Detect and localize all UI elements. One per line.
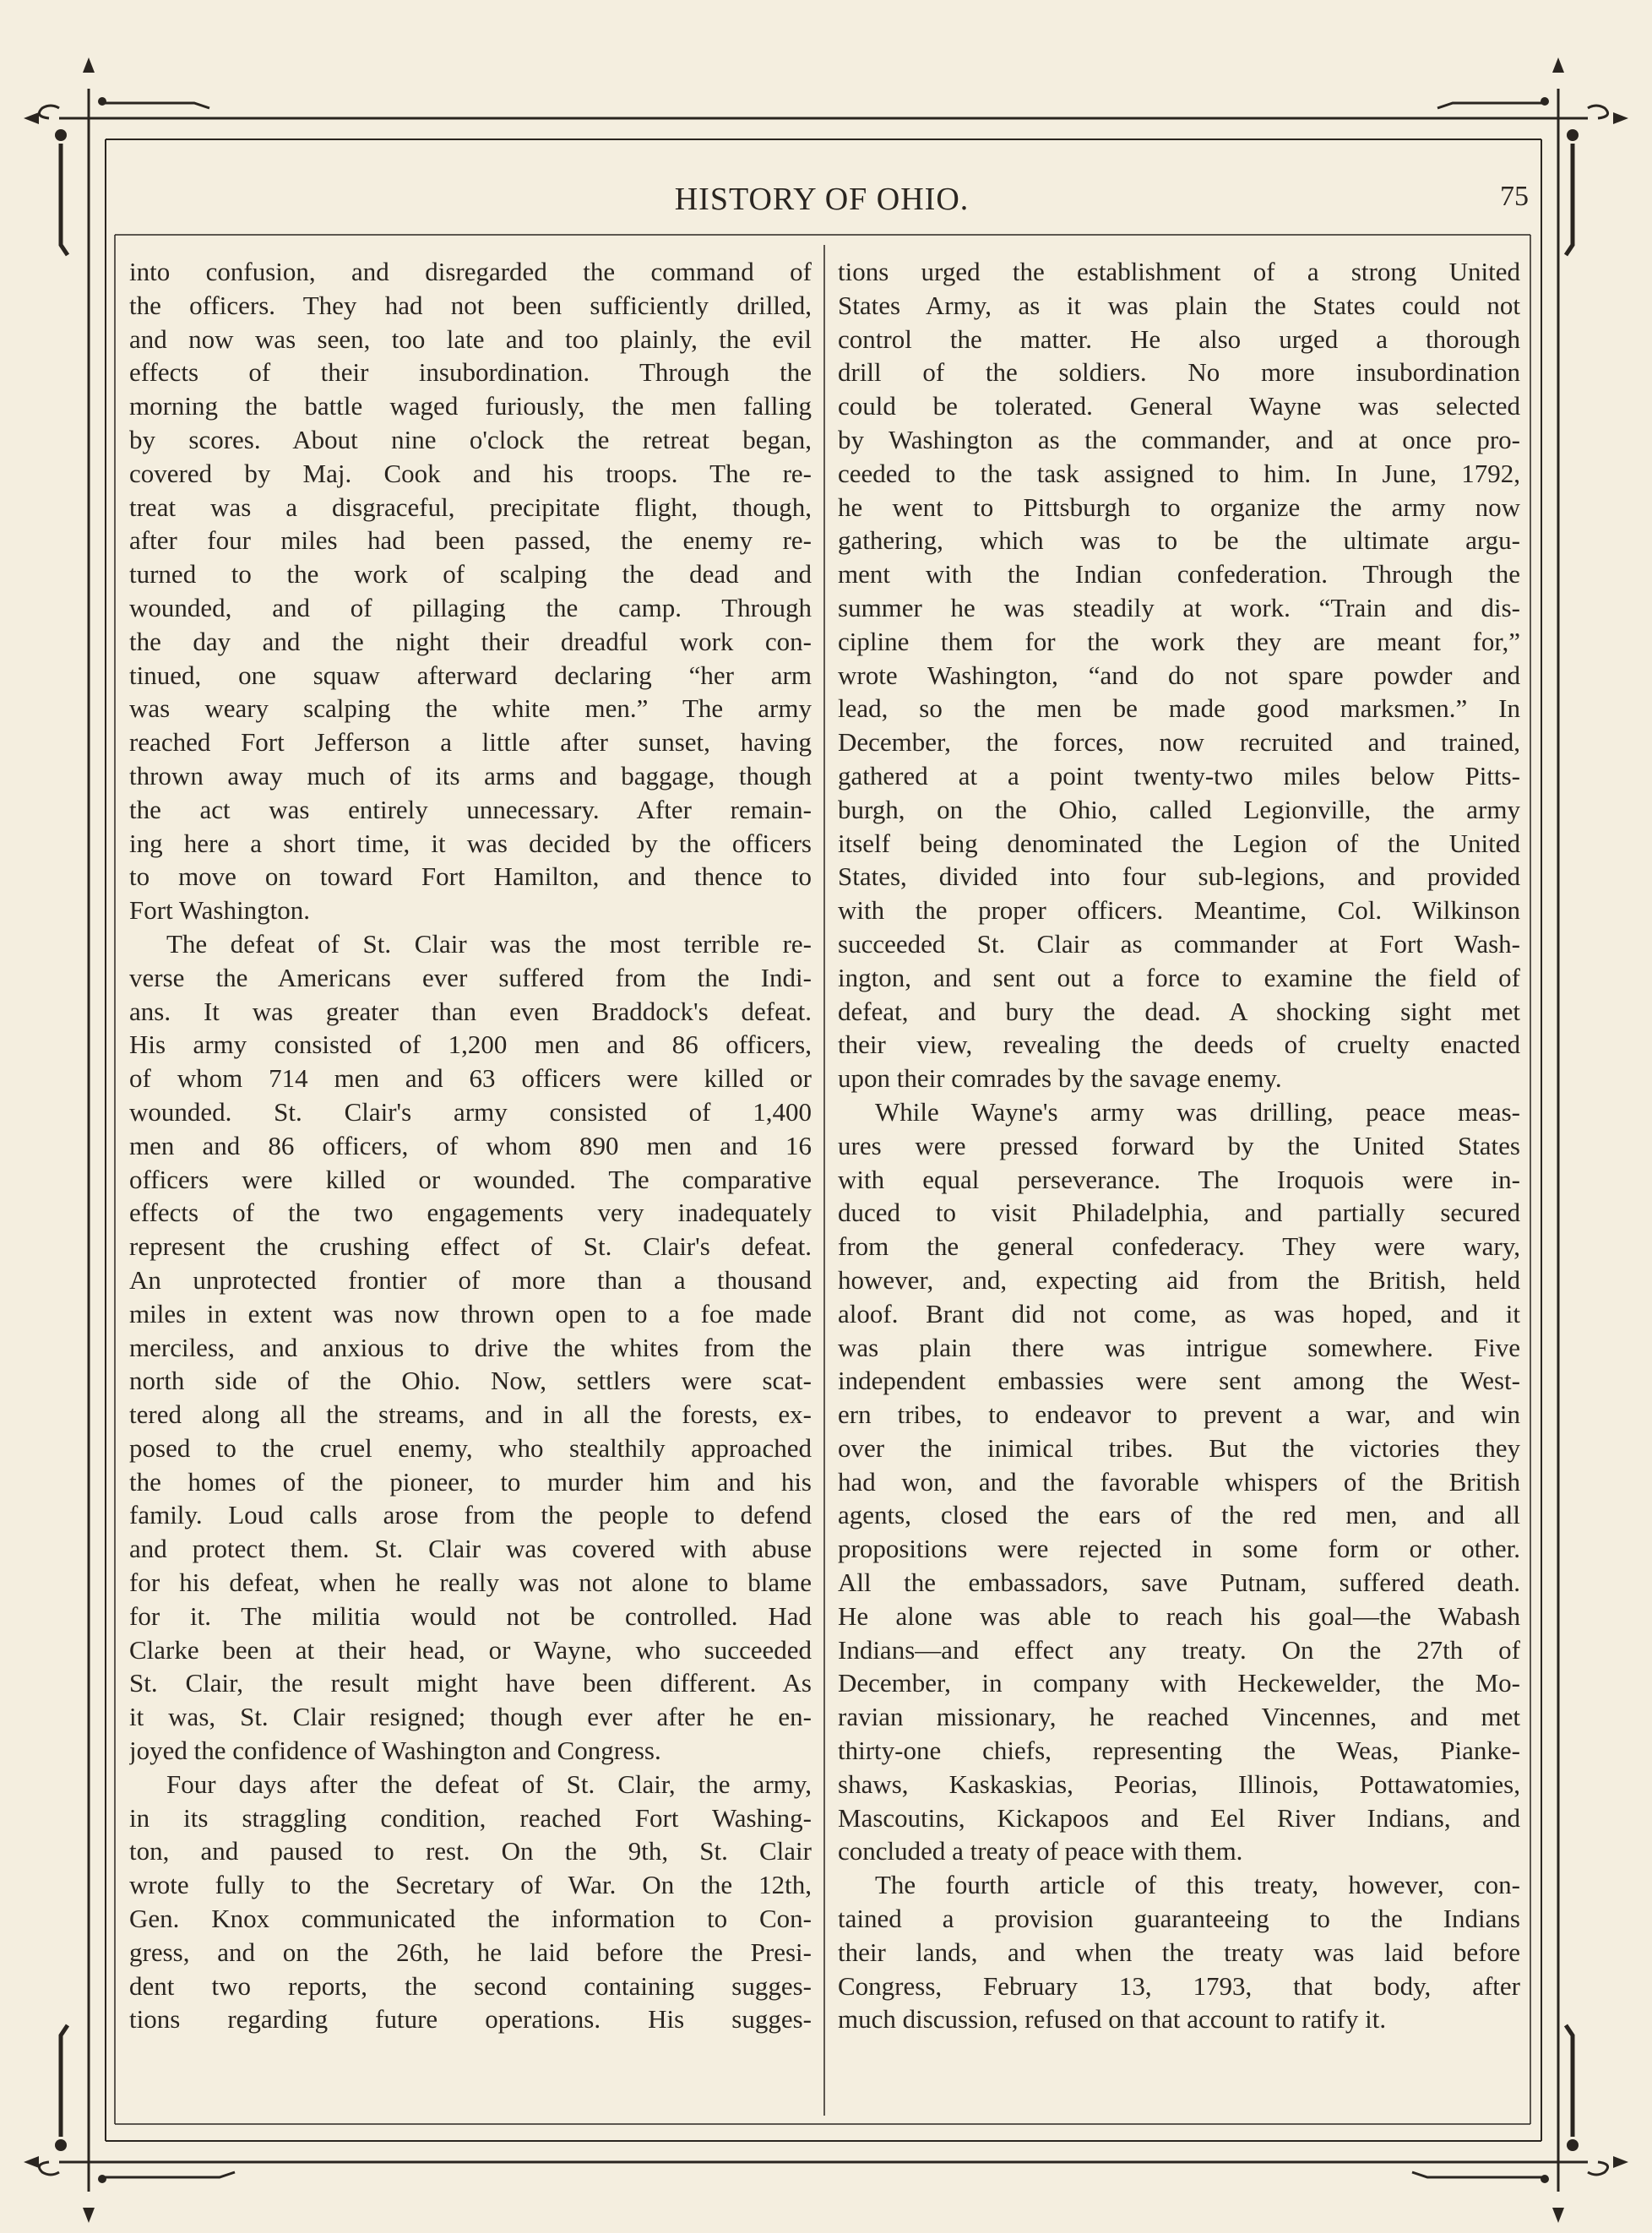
text-line: by scores. About nine o'clock the retreat began, — [129, 424, 812, 454]
text-line: morning the battle waged furiously, the men falling — [129, 391, 812, 421]
text-line: defeat, and bury the dead. A shocking sight met — [838, 996, 1520, 1026]
text-line: joyed the confidence of Washington and Congress. — [129, 1736, 661, 1766]
text-column-right — [838, 255, 1520, 2042]
text-line: had won, and the favorable whispers of the British — [838, 1466, 1520, 1497]
text-line: upon their comrades by the savage enemy. — [838, 1063, 1282, 1094]
text-line: wounded. St. Clair's army consisted of 1,400 — [129, 1096, 812, 1127]
text-line: for his defeat, when he really was not alone to blame — [129, 1567, 812, 1598]
text-line: of whom 714 men and 63 officers were killed or — [129, 1063, 812, 1094]
text-line: men and 86 officers, of whom 890 men and 16 — [129, 1130, 812, 1160]
text-line: merciless, and anxious to drive the whites from the — [129, 1332, 812, 1362]
text-line: itself being denominated the Legion of the United — [838, 828, 1520, 858]
text-line: He alone was able to reach his goal—the Wabash — [838, 1600, 1520, 1631]
text-column-left — [129, 255, 812, 2042]
text-line: Four days after the defeat of St. Clair, the army, — [166, 1768, 812, 1799]
text-line: the act was entirely unnecessary. After remain- — [129, 794, 812, 824]
text-line: treat was a disgraceful, precipitate flight, though, — [129, 492, 812, 522]
text-line: by Washington as the commander, and at once pro- — [838, 424, 1520, 454]
text-line: verse the Americans ever suffered from the Indi- — [129, 962, 812, 992]
text-line: propositions were rejected in some form or other. — [838, 1534, 1520, 1564]
text-line: ures were pressed forward by the United States — [838, 1130, 1520, 1160]
text-line: tered along all the streams, and in all the forests, ex- — [129, 1399, 812, 1430]
text-line: represent the crushing effect of St. Clair's defeat. — [129, 1231, 812, 1262]
text-line: wrote fully to the Secretary of War. On the 12th, — [129, 1870, 812, 1900]
text-line: turned to the work of scalping the dead and — [129, 559, 812, 589]
text-line: could be tolerated. General Wayne was selected — [838, 391, 1520, 421]
text-line: burgh, on the Ohio, called Legionville, the army — [838, 794, 1520, 824]
page-number: 75 — [1500, 181, 1529, 212]
running-title: HISTORY OF OHIO. — [674, 182, 970, 217]
text-line: miles in extent was now thrown open to a foe made — [129, 1298, 812, 1328]
text-line: succeeded St. Clair as commander at Fort Wash- — [838, 928, 1520, 959]
text-line: lead, so the men be made good marksmen.” In — [838, 693, 1520, 724]
text-line: thirty-one chiefs, representing the Weas, Pianke- — [838, 1736, 1520, 1766]
text-line: ravian missionary, he reached Vincennes, and met — [838, 1702, 1520, 1732]
text-line: December, in company with Heckewelder, the Mo- — [838, 1668, 1520, 1698]
text-line: tained a provision guaranteeing to the Indians — [838, 1904, 1520, 1934]
text-line: Gen. Knox communicated the information to Con- — [129, 1904, 812, 1934]
text-line: December, the forces, now recruited and trained, — [838, 727, 1520, 758]
text-line: summer he was steadily at work. “Train and dis- — [838, 592, 1520, 622]
text-line: tinued, one squaw afterward declaring “her arm — [129, 660, 812, 690]
text-line: ans. It was greater than even Braddock's defeat. — [129, 996, 812, 1026]
text-line: north side of the Ohio. Now, settlers were scat- — [129, 1366, 812, 1396]
text-line: in its straggling condition, reached Fort Washing- — [129, 1802, 812, 1833]
text-line: family. Loud calls arose from the people to defend — [129, 1500, 812, 1530]
text-line: was weary scalping the white men.” The army — [129, 693, 812, 724]
text-line: aloof. Brant did not come, as was hoped, and it — [838, 1298, 1520, 1328]
text-line: much discussion, refused on that account to ratify it. — [838, 2004, 1387, 2035]
text-line: dent two reports, the second containing sugges- — [129, 1970, 812, 2001]
text-line: their view, revealing the deeds of cruelty enacted — [838, 1030, 1520, 1060]
text-line: officers were killed or wounded. The comparative — [129, 1164, 812, 1194]
text-line: shaws, Kaskaskias, Peorias, Illinois, Pottawatomies, — [838, 1768, 1520, 1799]
text-line: was plain there was intrigue somewhere. Five — [838, 1332, 1520, 1362]
text-line: tions regarding future operations. His sugges- — [129, 2004, 812, 2035]
text-line: over the inimical tribes. But the victories they — [838, 1432, 1520, 1463]
text-line: An unprotected frontier of more than a thousand — [129, 1264, 812, 1295]
text-line: Indians—and effect any treaty. On the 27th of — [838, 1634, 1520, 1665]
text-line: it was, St. Clair resigned; though ever after he en- — [129, 1702, 812, 1732]
text-line: the homes of the pioneer, to murder him and his — [129, 1466, 812, 1497]
text-line: covered by Maj. Cook and his troops. The re- — [129, 458, 812, 488]
text-line: with equal perseverance. The Iroquois were in- — [838, 1164, 1520, 1194]
text-line: The defeat of St. Clair was the most terrible re- — [166, 928, 812, 959]
text-line: gress, and on the 26th, he laid before the Presi- — [129, 1937, 812, 1967]
text-line: the day and the night their dreadful work con- — [129, 626, 812, 656]
text-line: duced to visit Philadelphia, and partially secured — [838, 1198, 1520, 1228]
text-line: independent embassies were sent among the West- — [838, 1366, 1520, 1396]
text-line: The fourth article of this treaty, however, con- — [875, 1870, 1520, 1900]
text-line: ing here a short time, it was decided by the officers — [129, 828, 812, 858]
text-line: drill of the soldiers. No more insubordination — [838, 357, 1520, 388]
text-line: and now was seen, too late and too plainly, the evil — [129, 323, 812, 354]
text-line: concluded a treaty of peace with them. — [838, 1836, 1243, 1866]
text-line: their lands, and when the treaty was laid before — [838, 1937, 1520, 1967]
text-line: His army consisted of 1,200 men and 86 officers, — [129, 1030, 812, 1060]
text-line: agents, closed the ears of the red men, and all — [838, 1500, 1520, 1530]
text-line: with the proper officers. Meantime, Col. Wilkinson — [838, 895, 1520, 926]
text-line: gathering, which was to be the ultimate argu- — [838, 525, 1520, 556]
text-line: Congress, February 13, 1793, that body, after — [838, 1970, 1520, 2001]
text-line: to move on toward Fort Hamilton, and thence to — [129, 861, 812, 892]
text-line: gathered at a point twenty-two miles below Pitts- — [838, 760, 1520, 791]
text-line: ington, and sent out a force to examine the field of — [838, 962, 1520, 992]
text-line: All the embassadors, save Putnam, suffered death. — [838, 1567, 1520, 1598]
text-line: thrown away much of its arms and baggage, though — [129, 760, 812, 791]
text-line: effects of the two engagements very inadequately — [129, 1198, 812, 1228]
text-line: tions urged the establishment of a strong United — [838, 257, 1520, 286]
text-line: ton, and paused to rest. On the 9th, St. Clair — [129, 1836, 812, 1866]
text-line: ern tribes, to endeavor to prevent a war, and win — [838, 1399, 1520, 1430]
text-line: into confusion, and disregarded the command of — [129, 257, 812, 286]
text-line: ment with the Indian confederation. Through the — [838, 559, 1520, 589]
text-line: however, and, expecting aid from the British, held — [838, 1264, 1520, 1295]
text-line: from the general confederacy. They were wary, — [838, 1231, 1520, 1262]
text-line: and protect them. St. Clair was covered with abuse — [129, 1534, 812, 1564]
text-line: St. Clair, the result might have been different. As — [129, 1668, 812, 1698]
text-line: cipline them for the work they are meant for,” — [838, 626, 1520, 656]
text-line: posed to the cruel enemy, who stealthily approached — [129, 1432, 812, 1463]
text-line: the officers. They had not been sufficiently drilled, — [129, 290, 812, 320]
text-line: after four miles had been passed, the enemy re- — [129, 525, 812, 556]
text-line: control the matter. He also urged a thorough — [838, 323, 1520, 354]
text-line: ceeded to the task assigned to him. In June, 1792, — [838, 458, 1520, 488]
text-line: Clarke been at their head, or Wayne, who succeeded — [129, 1634, 812, 1665]
text-line: for it. The militia would not be controlled. Had — [129, 1600, 812, 1631]
text-line: wounded, and of pillaging the camp. Through — [129, 592, 812, 622]
text-line: wrote Washington, “and do not spare powder and — [838, 660, 1520, 690]
text-line: States Army, as it was plain the States could not — [838, 290, 1520, 320]
text-line: Mascoutins, Kickapoos and Eel River Indians, and — [838, 1802, 1520, 1833]
text-line: Fort Washington. — [129, 895, 310, 926]
text-line: he went to Pittsburgh to organize the army now — [838, 492, 1520, 522]
running-header — [115, 181, 1529, 231]
text-line: While Wayne's army was drilling, peace meas- — [875, 1096, 1520, 1127]
text-line: effects of their insubordination. Through the — [129, 357, 812, 388]
text-line: reached Fort Jefferson a little after sunset, having — [129, 727, 812, 758]
text-line: States, divided into four sub-legions, and provided — [838, 861, 1520, 892]
